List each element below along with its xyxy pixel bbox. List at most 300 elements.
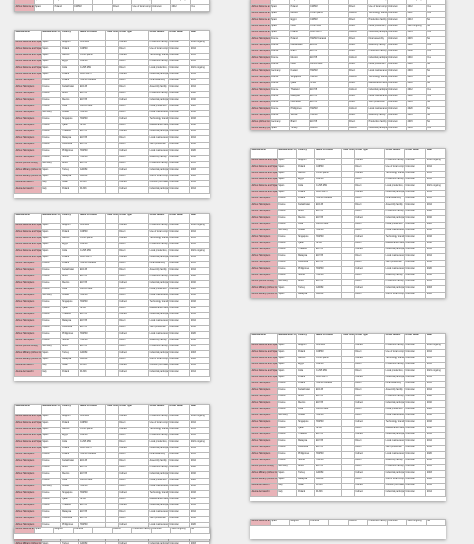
table-cell: AS565 MBe [315,222,342,228]
table-cell: No [426,69,446,75]
table-cell: Unknown [404,375,425,381]
table-cell: Direct [118,91,148,97]
table-cell: 2014 [190,370,210,376]
table-cell: France [41,465,61,471]
table-cell: Industrial participa [368,88,388,94]
table-cell: Airbus Defence a [15,528,35,534]
table-cell: M-346 [79,181,106,187]
table-cell: Airbus (Airbus Group) [251,279,278,285]
table-cell: C-295 patrol [315,356,342,362]
table-cell: 2018 ongoing [171,528,191,534]
table-cell: Unknown [404,286,425,292]
table-cell: Indirect [118,130,148,136]
table-cell: Maintenance facility [368,81,388,87]
table-cell: Airbus Helicopters [15,117,42,123]
table-cell: Airbus Defence and Space [251,177,278,183]
table-cell: 2021 ongoing [190,66,210,72]
table-cell: C295M [309,18,329,24]
table-cell: Indirect [118,332,148,338]
table-cell: Unknown [168,53,189,59]
table-cell: France [270,50,290,56]
table-cell: France [41,453,61,459]
table-cell: Local maintenance [385,254,405,260]
table-cell: Unknown [404,426,425,432]
table-cell: Direct [348,94,368,100]
column-header: Name Procured [79,214,106,224]
table-cell: India [61,104,79,110]
table-cell: Unknown [387,5,407,11]
table-cell: Airbus Military (Airbus G [15,168,42,174]
table-cell: France [41,319,61,325]
table-cell: Unknown [168,274,189,280]
table-cell: EC725 [315,216,342,222]
table-cell: NH90 [315,241,342,247]
table-cell: 2008 [190,91,210,97]
table-cell: Final assembly [368,37,388,43]
table-cell: Philippines [61,332,79,338]
table-cell: Production facility [385,343,405,349]
table-cell: Turkey [297,471,315,477]
table-cell: Direct [348,50,368,56]
table-cell [151,11,171,12]
table-cell: No [426,24,446,30]
page-sheet[interactable] [250,519,446,539]
table-cell: CN295M [315,343,342,349]
table-cell: Local maintenance [368,94,388,100]
table-cell: Airbus Defence and Space [15,421,42,427]
table-cell: Unknown [404,267,425,273]
table-cell: M-346 [79,364,106,370]
table-cell: Kazakhstan [61,459,79,465]
table-cell: Use of local comp [149,47,169,53]
table-cell: Industrial participa [149,168,169,174]
table-cell: Italy [277,484,297,490]
table-cell: Airbus Helicopters [251,81,271,87]
table-cell: Belgium [54,0,74,5]
table-cell: Airbus Defence and Space [15,66,42,72]
table-cell: Airbus (Airbus Group) [15,344,42,350]
table-cell: Spain [41,242,61,248]
table-cell: 2016 [426,458,446,464]
table-cell: Thailand [61,313,79,319]
table-cell: Philippines [61,523,79,529]
table-cell: France [41,516,61,522]
table-cell: Airbus Defence and Space [251,356,278,362]
table-cell: 2011 [426,356,446,362]
page-sheet[interactable] [14,30,210,198]
table-cell: Malaysia [61,174,79,180]
table-cell: Unknown [404,248,425,254]
table-cell: Airbus Defence and Space [15,59,42,65]
table-cell: Assembly facility [149,338,169,344]
table-cell: Malaysia [61,319,79,325]
table-cell: Spain [277,471,297,477]
table-cell: Egypt [290,18,310,24]
table-cell: Unknown [168,110,189,116]
table-cell: Malaysia [61,510,79,516]
table-row [251,490,446,496]
column-header: Offset Value [404,334,425,344]
table-cell: Airbus Defence and Space [15,433,42,439]
table-cell: 2018 [190,306,210,312]
table-cell: Unknown [151,5,171,11]
table-cell: Unknown [404,420,425,426]
table-cell: Direct [348,113,368,119]
table-cell: Unknown [404,445,425,451]
table-cell: Mexico [297,171,315,177]
table-cell: 2012 [426,350,446,356]
table-cell: Unknown [404,471,425,477]
table-cell: France [41,313,61,319]
table-cell: France [277,420,297,426]
table-cell: Indonesia [297,445,315,451]
table-cell: Industrial participa [385,248,405,254]
table-cell: EC725 [79,516,106,522]
page-sheet[interactable] [14,0,210,12]
table-cell: 2010 [190,281,210,287]
table-cell: Industrial participa [149,351,169,357]
table-cell: Local production [149,104,169,110]
table-cell: Airbus Defence and Space [15,440,42,446]
table-cell: Assembly facility [149,268,169,274]
table-cell: France [277,382,297,388]
table-cell: A400M [309,126,329,130]
table-cell: 2012 [407,94,427,100]
table-cell: France [270,88,290,94]
table-cell: Germany [277,413,297,419]
table-cell: Yes [426,94,446,100]
table-cell: Unknown [404,388,425,394]
table-cell: 2018 ongoing [171,0,191,5]
table-cell: Indirect [118,72,148,78]
table-cell: Indirect [118,236,148,242]
table-cell: Industrial participa [385,490,405,496]
table-cell: NH90 [79,123,106,129]
column-header: Country [61,31,79,41]
table-cell: Unknown [168,40,189,46]
table-cell: EC725 [79,91,106,97]
table-cell: Direct [354,369,384,375]
table-cell: Israel [61,181,79,187]
column-header: Offset details [149,31,169,41]
table-cell [171,11,191,12]
page-sheet[interactable] [14,213,210,381]
table-cell: France [270,75,290,81]
table-cell: France [277,254,297,260]
column-header: Name Procured [79,31,106,41]
table-cell: Airbus Defence and Space [251,375,278,381]
table-cell: Qatar [61,497,79,503]
table-cell: 2016 [426,445,446,451]
table-cell: Indirect [354,484,384,490]
table-cell: Unknown [168,319,189,325]
table-cell: Direct [118,174,148,180]
table-row [251,126,446,130]
table-cell: 2016 [190,484,210,490]
table-cell: Kazakhstan [297,388,315,394]
column-header: Offset details [149,214,169,224]
table-cell: Airbus Helicopters [15,504,42,510]
table-cell: Alenia Aermacchi [15,370,42,376]
table-cell: Indirect [118,364,148,370]
table-cell: 2012 [426,165,446,171]
table-cell: India [61,249,79,255]
table-cell: Indirect [118,313,148,319]
page-sheet[interactable] [250,148,446,298]
table-cell: Direct [112,5,132,11]
column-header: Country [61,214,79,224]
table-cell: Belgium [61,40,79,46]
spreadsheet-table [14,404,210,544]
table-cell: Poland [61,72,79,78]
table-cell: Unknown [168,47,189,53]
table-cell: Brazil [297,279,315,285]
table-cell: Direct [354,382,384,388]
table-cell: Direct [118,287,148,293]
table-cell: Poland [61,230,79,236]
table-cell: 2010 [426,216,446,222]
table-cell: Unknown [168,516,189,522]
table-cell: Serbia [61,155,79,161]
table-cell: France [270,94,290,100]
page-sheet[interactable] [14,527,210,539]
table-cell: Thailand [61,504,79,510]
table-cell: 2021 ongoing [426,369,446,375]
table-cell: Unknown [404,382,425,388]
table-cell: Unknown [404,273,425,279]
table-cell: Unknown [168,223,189,229]
table-cell: Serbia [290,113,310,119]
table-cell: France [270,37,290,43]
table-cell: Indirect [354,420,384,426]
table-cell: Unknown [151,0,171,5]
table-cell: France [270,101,290,107]
table-cell: Direct [354,203,384,209]
table-cell: Germany [41,344,61,350]
table-cell: Unknown [168,79,189,85]
table-cell: Yes [426,126,446,130]
column-header: Offset details [385,149,405,159]
table-cell: H145M [79,155,106,161]
table-cell: 2018 ongoing [190,223,210,229]
table-cell [342,292,355,298]
table-cell: EC725 [79,319,106,325]
table-cell: Yes [426,43,446,49]
table-cell: C295M [309,5,329,11]
table-cell: Unknown [404,407,425,413]
table-cell: Airbus Helicopters [251,413,278,419]
table-cell: Germany [270,69,290,75]
table-cell: 2020 [190,478,210,484]
table-cell: Unknown [168,313,189,319]
table-cell: Brazil [290,120,310,126]
page-sheet[interactable] [14,404,210,544]
table-cell: Technology transfer [368,75,388,81]
table-cell: India [61,66,79,72]
table-cell: Airbus Helicopters [15,459,42,465]
table-cell: Airbus Helicopters [251,75,271,81]
table-cell: EC725 [315,248,342,254]
table-cell: Unknown [168,414,189,420]
table-cell: 2003 [190,168,210,174]
table-cell: 2020 [426,267,446,273]
table-cell: Unknown [168,149,189,155]
table-cell: 2016 [407,101,427,107]
table-cell: Unknown [168,351,189,357]
table-cell: 2016 [190,516,210,522]
table-cell: 2006 [426,477,446,483]
table-cell: 2008 [190,465,210,471]
table-cell: France [41,510,61,516]
table-cell [112,11,132,12]
table-cell: Local production [149,478,169,484]
table-cell: Direct [118,459,148,465]
table-cell: France [41,338,61,344]
table-cell: Industrial participa [149,542,169,544]
table-cell: Indirect [354,401,384,407]
table-cell: 2016 [190,325,210,331]
table-cell: AS565 MBe [79,287,106,293]
table-cell: Indirect [118,491,148,497]
table-cell: Indirect [118,223,148,229]
table-cell: Airbus Helicopters [251,62,271,68]
table-cell: Unknown [168,281,189,287]
table-cell: 2012 [426,248,446,254]
table-cell: Airbus Defence and Space [251,165,278,171]
table-cell: Spain [270,126,290,130]
table-cell: Unknown [168,357,189,363]
table-cell: Unknown [404,464,425,470]
table-cell: Maintenance facility [149,497,169,503]
table-cell: Joint production [385,260,405,266]
table-cell: Indonesia [61,516,79,522]
table-cell: Unknown [404,171,425,177]
page-sheet[interactable] [250,333,446,501]
table-cell: Use of local comp [385,477,405,483]
table-cell: Direct [118,230,148,236]
table-cell: Unknown [404,401,425,407]
table-cell: CN295M [79,223,106,229]
table-cell: Unknown [404,439,425,445]
table-cell: Spain [277,171,297,177]
table-cell: Production facility [385,158,405,164]
table-cell: Poland [297,190,315,196]
table-cell: Brazil [61,274,79,280]
table-cell: Indirect [348,126,368,130]
table-cell: Indonesia [61,142,79,148]
table-cell: Direct [118,510,148,516]
table-cell: EC725 [79,98,106,104]
table-cell: Belgium [290,520,310,526]
column-header: Manufacturer Co [277,334,297,344]
table-cell: France [277,241,297,247]
table-cell: 2018 ongoing [407,0,427,5]
table-cell: Airbus Helicopters [251,382,278,388]
table-cell: Local production [385,222,405,228]
table-cell: Final assembly [149,79,169,85]
table-cell: 2008 [407,50,427,56]
table-cell: Joint production [149,325,169,331]
table-cell: France [270,56,290,62]
table-cell: 2016 [407,75,427,81]
table-cell: Airbus Defence a [251,0,271,5]
table-cell: 2014 [407,30,427,36]
table-cell: Unknown [404,165,425,171]
table-cell: 2012 [426,439,446,445]
table-cell: Italy [41,364,61,370]
spreadsheet-table [250,519,446,526]
table-cell: Alenia Aermacchi [251,484,278,490]
table-cell: Poland [290,30,310,36]
column-header: Offset Type [354,149,384,159]
table-cell: Direct [354,165,384,171]
table-cell: Technology transfer [149,300,169,306]
table-cell: Serbia [61,338,79,344]
table-cell: Indirect [354,267,384,273]
table-cell: France [270,81,290,87]
table-cell: Direct [118,516,148,522]
table-cell: Technology transfer [385,356,405,362]
table-cell: Germany [277,464,297,470]
table-cell: Unknown [168,325,189,331]
table-cell: Unknown [168,59,189,65]
table-cell: A330 MRTT [315,375,342,381]
table-cell: No [426,81,446,87]
table-cell: Airbus Helicopters [15,478,42,484]
table-cell: Airbus Defence and Space [15,236,42,242]
page-sheet[interactable] [250,0,446,130]
table-cell: 2003 [190,542,210,544]
column-header: Total Units [106,405,119,415]
table-cell: Production facility [385,362,405,368]
table-cell [190,11,210,12]
table-cell: H145M [79,338,106,344]
table-cell: Unknown [404,190,425,196]
table-cell: Airbus Defence a [251,18,271,24]
table-cell: Indirect [348,30,368,36]
column-header: Name Procured [79,405,106,415]
table-cell: Unknown [168,370,189,376]
table-cell: Unknown [404,477,425,483]
table-cell: France [270,62,290,68]
table-cell: Unknown [404,228,425,234]
table-cell: Indirect [354,433,384,439]
table-cell: Unknown [168,491,189,497]
table-cell: Airbus Helicopters [251,88,271,94]
table-cell: 2015 [426,382,446,388]
column-header: Date [426,149,446,159]
table-cell: Unknown [387,43,407,49]
table-cell: Unknown [168,364,189,370]
table-cell: Malaysia [297,292,315,298]
table-cell: Poland [61,262,79,268]
table-cell: Unknown [387,69,407,75]
table-cell: 2003 [190,351,210,357]
table-cell: Unknown [387,520,407,526]
column-header: Offset Type [118,405,148,415]
table-cell: CN295M [309,0,329,5]
table-cell: C-295 patrol [309,11,329,17]
table-cell: Airbus Defence and Space [15,53,42,59]
table-cell: Industrial participa [149,281,169,287]
table-cell: 2016 [426,420,446,426]
table-cell: Airbus Helicopters [251,69,271,75]
table-cell: France [41,472,61,478]
table-cell: 2015 [426,197,446,203]
table-cell: H225M [79,491,106,497]
table-cell: C-295 patrol [79,427,106,433]
table-cell: Italy [277,490,297,496]
